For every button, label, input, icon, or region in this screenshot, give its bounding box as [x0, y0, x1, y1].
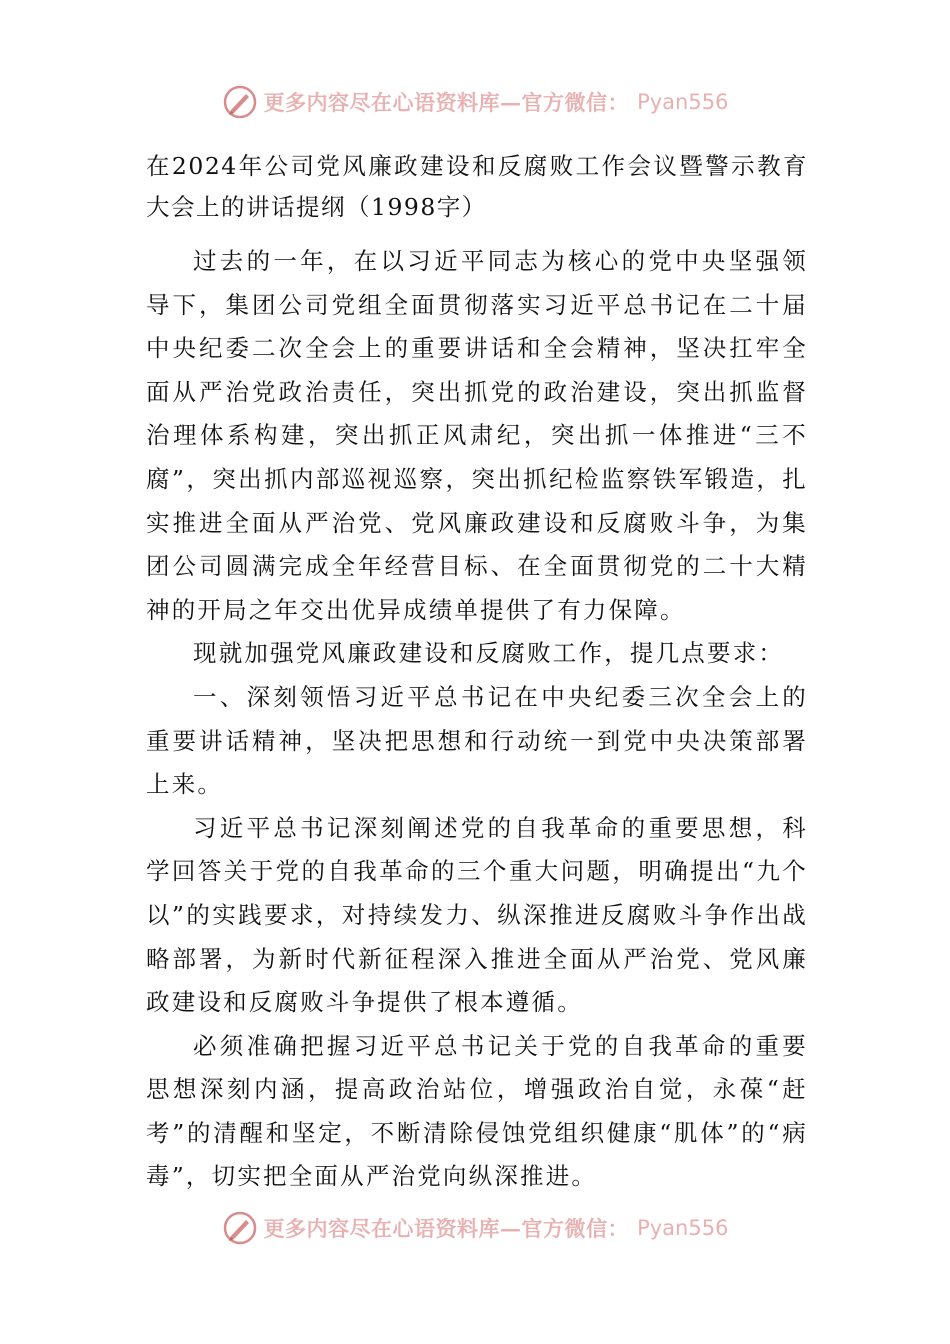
banner-text: 更多内容尽在心语资料库—官方微信：	[263, 90, 630, 115]
banner-text: 更多内容尽在心语资料库—官方微信：	[263, 1216, 630, 1241]
section-heading: 一、深刻领悟习近平总书记在中央纪委三次全会上的重要讲话精神，坚决把思想和行动统一到党中央决策部署上来。	[146, 682, 808, 799]
pen-logo-icon	[222, 1210, 258, 1246]
document-body	[146, 146, 808, 1199]
paragraph: 过去的一年，在以习近平同志为核心的党中央坚强领导下，集团公司党组全面贯彻落实习近平总书记在二十届中央纪委二次全会上的重要讲话和全会精神，坚决扛牢全面从严治党政治责任，突出抓党的政治建设，突出抓监督治理体系构建，突出抓正风肃纪，突出抓一体推进“三不腐”，突出抓内部巡视巡察，突出抓纪检监察铁军锻造，扎实推进全面从严治党、党风廉政建设和反腐败斗争，为集团公司圆满完成全年经营目标、在全面贯彻党的二十大精神的开局之年交出优异成绩单提供了有力保障。	[146, 247, 808, 624]
header-watermark-banner	[0, 80, 950, 124]
paragraph: 现就加强党风廉政建设和反腐败工作，提几点要求：	[193, 639, 785, 668]
footer-watermark-banner	[0, 1206, 950, 1250]
banner-wechat-id: Pyan556	[637, 90, 729, 114]
banner-wechat-id: Pyan556	[637, 1216, 729, 1240]
paragraph: 必须准确把握习近平总书记关于党的自我革命的重要思想深刻内涵，提高政治站位，增强政治自觉，永葆“赶考”的清醒和坚定，不断清除侵蚀党组织健康“肌体”的“病毒”，切实把全面从严治党向纵深推进。	[146, 1031, 808, 1191]
paragraph: 习近平总书记深刻阐述党的自我革命的重要思想，科学回答关于党的自我革命的三个重大问题，明确提出“九个以”的实践要求，对持续发力、纵深推进反腐败斗争作出战略部署，为新时代新征程深入推进全面从严治党、党风廉政建设和反腐败斗争提供了根本遵循。	[146, 813, 808, 1017]
pen-logo-icon	[222, 84, 258, 120]
document-title: 在2024年公司党风廉政建设和反腐败工作会议暨警示教育大会上的讲话提纲（1998字）	[146, 152, 808, 221]
